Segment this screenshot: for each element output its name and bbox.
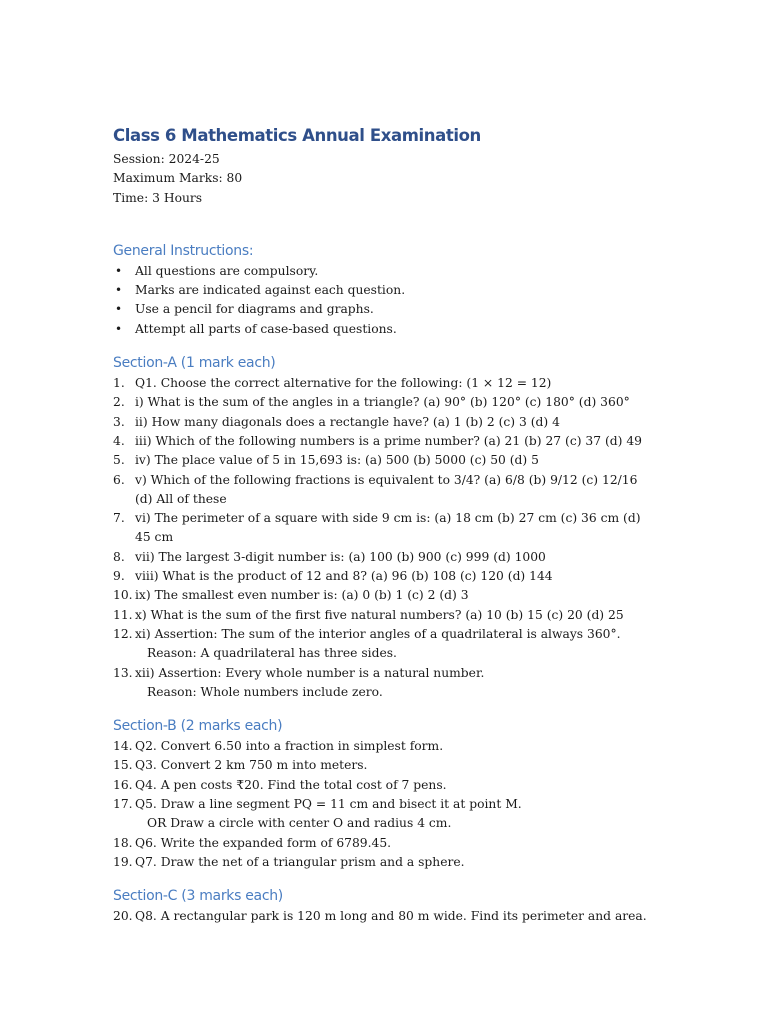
question-number: 7.: [113, 511, 125, 526]
question-item: [113, 907, 658, 926]
instruction-text: All questions are compulsory.: [135, 263, 319, 278]
bullet-icon: •: [115, 302, 123, 317]
section-b-heading: Section-B (2 marks each): [113, 718, 283, 735]
instructions-list: [113, 262, 658, 339]
question-item: [113, 471, 658, 510]
time-line: Time: 3 Hours: [113, 190, 203, 205]
question-text: Q7. Draw the net of a triangular prism and a sphere.: [135, 854, 465, 869]
question-item: [113, 664, 658, 703]
question-text: Q1. Choose the correct alternative for the following: (1 × 12 = 12): [135, 376, 552, 391]
question-item: [113, 853, 658, 872]
question-item: [113, 756, 658, 775]
question-item: [113, 393, 658, 412]
session-line: Session: 2024-25: [113, 152, 220, 166]
question-item: [113, 737, 658, 756]
question-number: 9.: [113, 569, 125, 584]
question-item: [113, 548, 658, 567]
question-text: iii) Which of the following numbers is a prime number? (a) 21 (b) 27 (c) 37 (d) 49: [135, 433, 642, 448]
question-text: v) Which of the following fractions is equivalent to 3/4? (a) 6/8 (b) 9/12 (c) 12/16 (d) All of these: [135, 472, 638, 506]
question-text: Q8. A rectangular park is 120 m long and 80 m wide. Find its perimeter and area.: [135, 909, 647, 924]
question-text: vii) The largest 3-digit number is: (a) 100 (b) 900 (c) 999 (d) 1000: [135, 549, 546, 564]
question-text: viii) What is the product of 12 and 8? (a) 96 (b) 108 (c) 120 (d) 144: [135, 569, 553, 584]
question-number: 19.: [113, 854, 133, 869]
bullet-icon: •: [115, 283, 123, 298]
question-text: xii) Assertion: Every whole number is a natural number.: [135, 665, 485, 680]
instruction-text: Use a pencil for diagrams and graphs.: [135, 302, 374, 317]
question-number: 4.: [113, 433, 125, 448]
question-text: iv) The place value of 5 in 15,693 is: (a) 500 (b) 5000 (c) 50 (d) 5: [135, 453, 539, 468]
question-text: Q2. Convert 6.50 into a fraction in simplest form.: [135, 739, 444, 754]
question-number: 12.: [113, 626, 133, 641]
reason-text: Reason: Whole numbers include zero.: [147, 684, 383, 699]
question-number: 2.: [113, 395, 125, 410]
question-number: 20.: [113, 909, 133, 924]
question-text: ii) How many diagonals does a rectangle have? (a) 1 (b) 2 (c) 3 (d) 4: [135, 414, 560, 429]
question-number: 10.: [113, 588, 133, 603]
instruction-text: Marks are indicated against each question.: [135, 283, 406, 298]
question-item: [113, 606, 658, 625]
question-item: [113, 625, 658, 664]
instruction-item: [113, 262, 658, 281]
question-text: ix) The smallest even number is: (a) 0 (b) 1 (c) 2 (d) 3: [135, 588, 469, 603]
question-item: [113, 776, 658, 795]
question-text: Q6. Write the expanded form of 6789.45.: [135, 835, 392, 850]
document-title: Class 6 Mathematics Annual Examination: [113, 126, 481, 145]
section-c-heading: Section-C (3 marks each): [113, 888, 283, 905]
question-item: [113, 586, 658, 605]
instruction-item: [113, 300, 658, 319]
question-item: [113, 795, 658, 834]
question-number: 6.: [113, 472, 125, 487]
bullet-icon: •: [115, 263, 123, 278]
question-text: xi) Assertion: The sum of the interior angles of a quadrilateral is always 360°.: [135, 626, 621, 641]
question-number: 18.: [113, 835, 133, 850]
bullet-icon: •: [115, 321, 123, 336]
instruction-text: Attempt all parts of case-based questions.: [135, 321, 397, 336]
reason-text: Reason: A quadrilateral has three sides.: [147, 646, 397, 661]
question-number: 11.: [113, 607, 133, 622]
question-number: 14.: [113, 739, 133, 754]
question-item: [113, 413, 658, 432]
question-item: [113, 567, 658, 586]
question-text: vi) The perimeter of a square with side 9 cm is: (a) 18 cm (b) 27 cm (c) 36 cm (d) 45 cm: [135, 511, 641, 545]
question-number: 15.: [113, 758, 133, 773]
question-item: [113, 432, 658, 451]
instructions-heading: General Instructions:: [113, 242, 254, 259]
question-text: x) What is the sum of the first five natural numbers? (a) 10 (b) 15 (c) 20 (d) 25: [135, 607, 624, 622]
question-number: 16.: [113, 777, 133, 792]
question-item: [113, 451, 658, 470]
document-content: [113, 124, 658, 927]
question-text: Q4. A pen costs ₹20. Find the total cost of 7 pens.: [135, 777, 447, 792]
question-number: 3.: [113, 414, 125, 429]
question-number: 5.: [113, 453, 125, 468]
question-number: 8.: [113, 549, 125, 564]
instruction-item: [113, 281, 658, 300]
instruction-item: [113, 320, 658, 339]
question-item: [113, 509, 658, 548]
question-number: 1.: [113, 376, 125, 391]
section-b-list: [113, 737, 658, 872]
question-item: [113, 834, 658, 853]
question-number: 17.: [113, 797, 133, 812]
section-a-list: [113, 374, 658, 702]
section-c-list: [113, 907, 658, 926]
or-alternative-text: OR Draw a circle with center O and radius 4 cm.: [147, 816, 452, 831]
question-text: Q3. Convert 2 km 750 m into meters.: [135, 758, 368, 773]
question-item: [113, 374, 658, 393]
section-a-heading: Section-A (1 mark each): [113, 355, 276, 372]
max-marks-line: Maximum Marks: 80: [113, 171, 243, 186]
question-number: 13.: [113, 665, 133, 680]
question-text: i) What is the sum of the angles in a triangle? (a) 90° (b) 120° (c) 180° (d) 360°: [135, 395, 630, 410]
question-text: Q5. Draw a line segment PQ = 11 cm and bisect it at point M.: [135, 797, 522, 812]
